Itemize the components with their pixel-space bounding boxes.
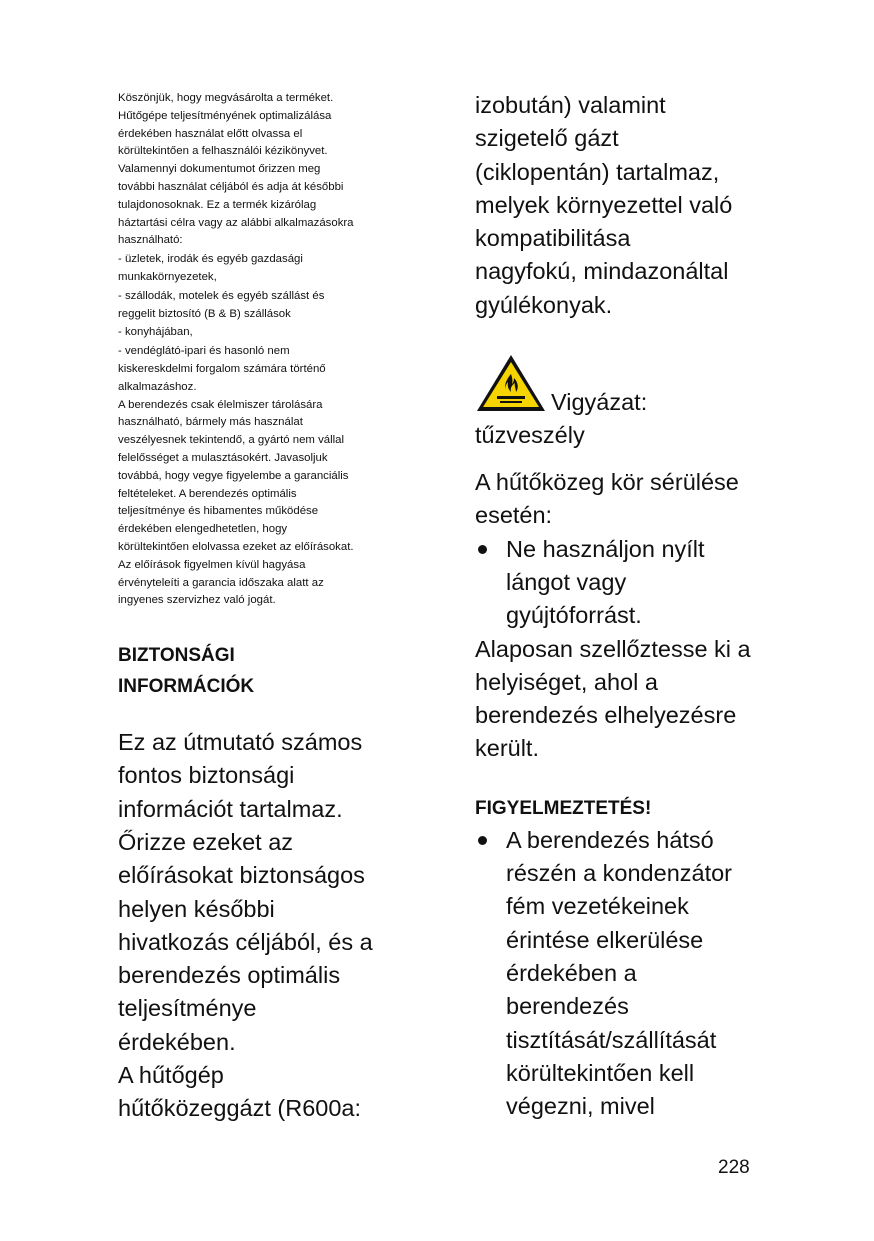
- bullet-line: végezni, mivel: [506, 1093, 655, 1120]
- right-column: [475, 89, 775, 1123]
- bullet-line: érintése elkerülése: [506, 926, 704, 953]
- closing-line: továbbá, hogy vegye figyelembe a garanciális: [118, 469, 349, 482]
- paragraph-line: információt tartalmaz.: [118, 795, 343, 822]
- list-item-line: kiskereskdelmi forgalom számára történő: [118, 362, 326, 375]
- closing-line: Az előírások figyelmen kívül hagyása: [118, 558, 306, 571]
- closing-line: érvényteleíti a garancia időszaka alatt az: [118, 576, 324, 589]
- paragraph-line: berendezés optimális: [118, 962, 341, 989]
- closing-line: felelősséget a mulasztásokért. Javasoljuk: [118, 451, 328, 464]
- intro-line: Köszönjük, hogy megvásárolta a terméket.: [118, 92, 334, 104]
- damage-bullet-list: [475, 533, 775, 633]
- closing-line: használható, bármely más használat: [118, 416, 303, 429]
- paragraph-line: szigetelő gázt: [475, 125, 619, 152]
- paragraph-line: melyek környezettel való: [475, 191, 733, 218]
- intro-line: Hűtőgépe teljesítményének optimalizálása: [118, 109, 332, 122]
- paragraph-line: hűtőközeggázt (R600a:: [118, 1095, 361, 1122]
- paragraph-line: Őrizze ezeket az: [118, 829, 294, 855]
- closing-line: teljesítménye és hibamentes működése: [118, 505, 319, 518]
- intro-line: további használat céljából és adja át későbbi: [118, 180, 344, 193]
- left-column: [118, 90, 408, 1126]
- page-number: 228: [718, 1157, 750, 1178]
- refrigerant-paragraph: [475, 89, 775, 322]
- closing-line: A berendezés csak élelmiszer tárolására: [118, 398, 323, 411]
- paragraph-line: előírásokat biztonságos: [118, 862, 365, 889]
- list-item-line: reggelit biztosító (B & B) szállások: [118, 307, 291, 320]
- safety-heading-line: BIZTONSÁGI: [118, 645, 235, 667]
- bullet-line: fém vezetékeinek: [506, 893, 689, 920]
- bullet-line: gyújtóforrást.: [506, 602, 642, 629]
- paragraph-line: berendezés elhelyezésre: [475, 702, 737, 729]
- paragraph-line: kompatibilitása: [475, 225, 631, 252]
- bullet-line: Ne használjon nyílt: [506, 535, 705, 562]
- list-item-line: - vendéglátó-ipari és hasonló nem: [118, 345, 290, 358]
- usage-list: [118, 251, 408, 396]
- paragraph-line: nagyfokú, mindazonáltal: [475, 258, 729, 285]
- list-item-line: - szállodák, motelek és egyéb szállást és: [118, 289, 325, 302]
- fire-warning: [475, 352, 775, 452]
- safety-heading: [118, 640, 408, 702]
- list-item-line: - üzletek, irodák és egyéb gazdasági: [118, 253, 303, 266]
- list-item: [118, 324, 408, 342]
- list-item: [118, 251, 408, 287]
- caution-heading: FIGYELMEZTETÉS!: [475, 797, 652, 819]
- paragraph-line: Alaposan szellőztesse ki a: [475, 635, 751, 662]
- paragraph-line: izobután) valamint: [475, 92, 666, 118]
- intro-line: tulajdonosoknak. Ez a termék kizárólag: [118, 198, 317, 211]
- bullet-line: érdekében a: [506, 959, 637, 986]
- warning-label: Vigyázat:: [551, 389, 648, 416]
- closing-line: ingyenes szervizhez való jogát.: [118, 594, 276, 607]
- intro-line: háztartási célra vagy az alábbi alkalmazásokra: [118, 216, 354, 229]
- paragraph-line: gyúlékonyak.: [475, 291, 613, 318]
- list-item-line: - konyhájában,: [118, 326, 193, 339]
- closing-line: érdekében elengedhetetlen, hogy: [118, 523, 288, 536]
- intro-line: körültekintően a felhasználói kézikönyvet.: [118, 145, 328, 158]
- warning-label-hazard: tűzveszély: [475, 422, 585, 449]
- bullet-icon: [478, 836, 487, 845]
- paragraph-line: A hűtőgép: [118, 1062, 224, 1089]
- list-item: [118, 343, 408, 396]
- intro-line: érdekében használat előtt olvassa el: [118, 127, 303, 140]
- list-item-line: alkalmazáshoz.: [118, 380, 197, 393]
- paragraph-line: érdekében.: [118, 1028, 236, 1055]
- closing-line: körültekintően elolvassa ezeket az előírásokat.: [118, 540, 354, 553]
- list-item: [475, 533, 775, 633]
- paragraph-line: került.: [475, 735, 539, 762]
- bullet-line: körültekintően kell: [506, 1059, 695, 1086]
- safety-intro-paragraph: [118, 726, 408, 1126]
- list-item: [475, 824, 775, 1124]
- paragraph-line: helyen későbbi: [118, 895, 275, 922]
- bullet-line: lángot vagy: [506, 568, 627, 595]
- list-item: [118, 288, 408, 324]
- closing-line: veszélyesnek tekintendő, a gyártó nem vállal: [118, 434, 345, 447]
- safety-heading-line: INFORMÁCIÓK: [118, 676, 255, 698]
- closing-paragraph: [118, 397, 408, 611]
- bullet-line: tisztítását/szállítását: [506, 1026, 717, 1053]
- bullet-icon: [478, 545, 487, 554]
- paragraph-line: helyiséget, ahol a: [475, 668, 658, 695]
- intro-line: használható:: [118, 234, 183, 247]
- flammable-warning-icon: [475, 352, 547, 414]
- paragraph-line: fontos biztonsági: [118, 762, 295, 789]
- damage-paragraph: [475, 466, 775, 533]
- intro-paragraph: [118, 90, 408, 250]
- paragraph-line: A hűtőközeg kör sérülése: [475, 469, 739, 496]
- paragraph-line: Ez az útmutató számos: [118, 729, 363, 756]
- bullet-line: A berendezés hátsó: [506, 826, 714, 853]
- list-item-line: munkakörnyezetek,: [118, 270, 217, 283]
- paragraph-line: teljesítménye: [118, 995, 257, 1022]
- paragraph-line: (ciklopentán) tartalmaz,: [475, 158, 720, 185]
- intro-line: Valamennyi dokumentumot őrizzen meg: [118, 163, 321, 176]
- caution-bullet-list: [475, 824, 775, 1124]
- closing-line: feltételeket. A berendezés optimális: [118, 487, 297, 500]
- bullet-line: berendezés: [506, 993, 629, 1020]
- bullet-line: részén a kondenzátor: [506, 860, 733, 887]
- paragraph-line: hivatkozás céljából, és a: [118, 928, 373, 955]
- ventilate-paragraph: [475, 633, 775, 766]
- paragraph-line: esetén:: [475, 502, 553, 529]
